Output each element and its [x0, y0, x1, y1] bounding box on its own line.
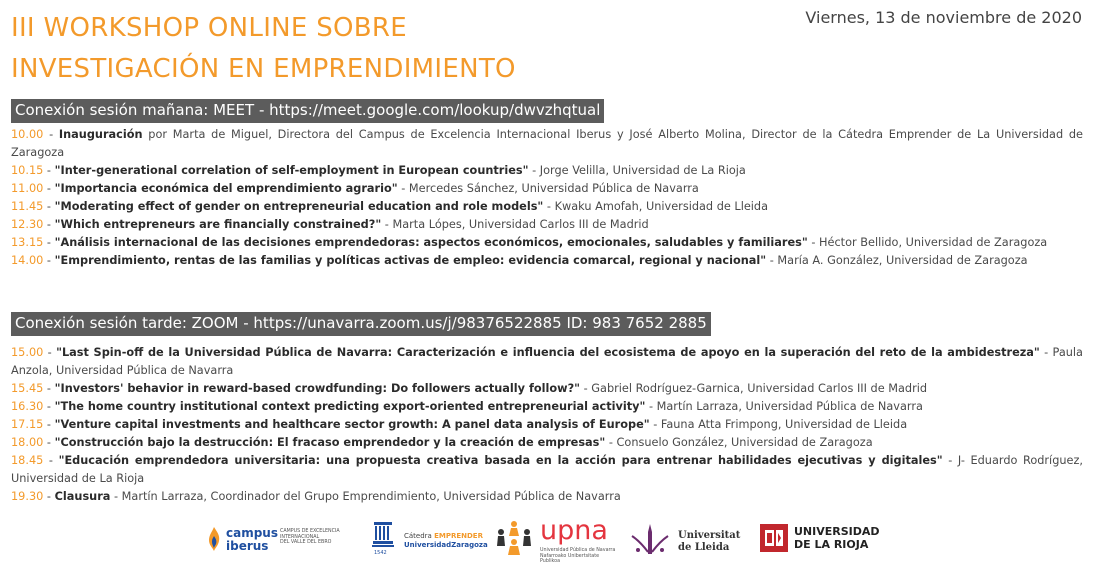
agenda-item: 18.00 - "Construcción bajo la destrucción: El fracaso emprendedor y la creación de empresas" - Consuelo González, Universidad de Zaragoza — [11, 436, 873, 449]
item-time: 10.00 — [11, 128, 44, 141]
item-title: "Moderating effect of gender on entrepreneurial education and role models" — [54, 200, 544, 213]
agenda-item: 14.00 - "Emprendimiento, rentas de las familias y políticas activas de empleo: evidencia comarcal, regional y nacional" - María A. González, Universidad de Zaragoza — [11, 254, 1028, 267]
lleida-emblem-icon — [628, 522, 672, 560]
item-time: 15.45 — [11, 382, 44, 395]
upna-logo: upna Universidad Pública de Navarra Nafarroako Unibertsitate Publikoa — [494, 518, 618, 560]
workshop-title — [11, 8, 731, 90]
agenda-item: 13.15 - "Análisis internacional de las decisiones emprendedoras: aspectos económicos, emocionales, saludables y familiares" - Héctor Bellido, Universidad de Zaragoza — [11, 236, 1048, 249]
item-time: 11.00 — [11, 182, 44, 195]
item-speaker: por Marta de Miguel, Directora del Campus de Excelencia Internacional Iberus y José Alberto Molina, Director de la Cátedra Emprender de La Universidad de Zaragoza — [11, 128, 1083, 159]
event-date: Viernes, 13 de noviembre de 2020 — [805, 8, 1082, 27]
item-speaker: - Consuelo González, Universidad de Zaragoza — [605, 436, 873, 449]
item-title: "The home country institutional context predicting export-oriented entrepreneurial activity" — [54, 400, 646, 413]
item-time: 12.30 — [11, 218, 44, 231]
campus-iberus-logo: campus iberus CAMPUS DE EXCELENCIA INTERNACIONAL DEL VALLE DEL EBRO — [206, 524, 356, 558]
morning-agenda — [11, 126, 1083, 270]
zaragoza-crest-logo: 1542 — [370, 520, 396, 558]
afternoon-agenda — [11, 344, 1083, 506]
title-line-2: INVESTIGACIÓN EN EMPRENDIMIENTO — [11, 54, 516, 84]
catedra-emprender-logo: Cátedra EMPRENDER UniversidadZaragoza — [404, 532, 488, 549]
item-speaker: - Héctor Bellido, Universidad de Zaragoza — [807, 236, 1048, 249]
agenda-item: 18.45 - "Educación emprendedora universitaria: una propuesta creativa basada en la acción para entrenar habilidades ejecutivas y digitales" - J- Eduardo Rodríguez, Universidad de La Rioja — [11, 454, 1083, 485]
item-speaker: - Kwaku Amofah, Universidad de Lleida — [543, 200, 769, 213]
item-title: "Educación emprendedora universitaria: una propuesta creativa basada en la acción para entrenar habilidades ejecutivas y digitales" — [58, 454, 943, 467]
rioja-emblem-icon — [760, 524, 788, 552]
item-title: "Which entrepreneurs are financially constrained?" — [54, 218, 382, 231]
item-time: 13.15 — [11, 236, 44, 249]
sponsor-logos — [0, 516, 1094, 562]
title-line-1: III WORKSHOP ONLINE SOBRE — [11, 13, 408, 43]
item-time: 15.00 — [11, 346, 44, 359]
item-speaker: - María A. González, Universidad de Zaragoza — [766, 254, 1028, 267]
agenda-item: 11.45 - "Moderating effect of gender on entrepreneurial education and role models" - Kwaku Amofah, Universidad de Lleida — [11, 200, 769, 213]
item-speaker: - Martín Larraza, Coordinador del Grupo Emprendimiento, Universidad Pública de Navarra — [110, 490, 621, 503]
item-speaker: - J- Eduardo Rodríguez, Universidad de La Rioja — [11, 454, 1083, 485]
item-title: "Venture capital investments and healthcare sector growth: A panel data analysis of Europe" — [54, 418, 650, 431]
people-circle-icon — [494, 520, 534, 556]
item-time: 14.00 — [11, 254, 44, 267]
university-crest-icon — [370, 520, 396, 550]
item-speaker: - Gabriel Rodríguez-Garnica, Universidad Carlos III de Madrid — [580, 382, 928, 395]
item-speaker: - Mercedes Sánchez, Universidad Pública de Navarra — [397, 182, 699, 195]
item-title: "Inter-generational correlation of self-employment in European countries" — [54, 164, 529, 177]
item-title: "Construcción bajo la destrucción: El fracaso emprendedor y la creación de empresas" — [54, 436, 606, 449]
item-title: "Last Spin-off de la Universidad Pública de Navarra: Caracterización e influencia del ecosistema de apoyo en la superación del reto de la ambidestreza" — [56, 346, 1040, 359]
agenda-item: 15.45 - "Investors' behavior in reward-based crowdfunding: Do followers actually follow?" - Gabriel Rodríguez-Garnica, Universidad Carlos III de Madrid — [11, 382, 928, 395]
item-title: Inauguración — [58, 128, 143, 141]
item-time: 17.15 — [11, 418, 44, 431]
lleida-logo: Universitat de Lleida — [628, 522, 738, 560]
item-speaker: - Marta Lópes, Universidad Carlos III de Madrid — [381, 218, 649, 231]
agenda-item: 16.30 - "The home country institutional context predicting export-oriented entrepreneurial activity" - Martín Larraza, Universidad Pública de Navarra — [11, 400, 923, 413]
item-title: "Análisis internacional de las decisiones emprendedoras: aspectos económicos, emocionales, saludables y familiares" — [54, 236, 808, 249]
flame-icon — [206, 526, 222, 552]
rioja-logo: UNIVERSIDAD DE LA RIOJA — [760, 522, 884, 556]
item-time: 16.30 — [11, 400, 44, 413]
item-time: 18.00 — [11, 436, 44, 449]
agenda-item: 17.15 - "Venture capital investments and healthcare sector growth: A panel data analysis of Europe" - Fauna Atta Frimpong, Universidad de Lleida — [11, 418, 908, 431]
agenda-item: 15.00 - "Last Spin-off de la Universidad Pública de Navarra: Caracterización e influencia del ecosistema de apoyo en la superación del reto de la ambidestreza" - Paula Anzola, Universidad Pública de Navarra — [11, 346, 1083, 377]
afternoon-session-banner[interactable]: Conexión sesión tarde: ZOOM - https://unavarra.zoom.us/j/98376522885 ID: 983 7652 2885 — [11, 312, 711, 336]
item-title: "Investors' behavior in reward-based crowdfunding: Do followers actually follow?" — [54, 382, 581, 395]
item-time: 19.30 — [11, 490, 44, 503]
item-time: 10.15 — [11, 164, 44, 177]
agenda-item: 19.30 - Clausura - Martín Larraza, Coordinador del Grupo Emprendimiento, Universidad Pública de Navarra — [11, 490, 621, 503]
item-time: 11.45 — [11, 200, 44, 213]
agenda-item: 12.30 - "Which entrepreneurs are financially constrained?" - Marta Lópes, Universidad Carlos III de Madrid — [11, 218, 649, 231]
item-title: "Importancia económica del emprendimiento agrario" — [54, 182, 398, 195]
agenda-item: 10.15 - "Inter-generational correlation of self-employment in European countries" - Jorge Velilla, Universidad de La Rioja — [11, 164, 746, 177]
item-speaker: - Jorge Velilla, Universidad de La Rioja — [528, 164, 746, 177]
morning-session-banner[interactable]: Conexión sesión mañana: MEET - https://meet.google.com/lookup/dwvzhqtual — [11, 99, 604, 123]
item-time: 18.45 — [11, 454, 44, 467]
item-speaker: - Martín Larraza, Universidad Pública de Navarra — [645, 400, 923, 413]
item-title: Clausura — [54, 490, 111, 503]
item-title: "Emprendimiento, rentas de las familias y políticas activas de empleo: evidencia comarcal, regional y nacional" — [54, 254, 767, 267]
item-speaker: - Fauna Atta Frimpong, Universidad de Lleida — [649, 418, 908, 431]
item-speaker: - Paula Anzola, Universidad Pública de Navarra — [11, 346, 1083, 377]
agenda-item: 11.00 - "Importancia económica del emprendimiento agrario" - Mercedes Sánchez, Universidad Pública de Navarra — [11, 182, 699, 195]
agenda-item: 10.00 - Inauguración por Marta de Miguel, Directora del Campus de Excelencia Internacional Iberus y José Alberto Molina, Director de la Cátedra Emprender de La Universidad de Zaragoza — [11, 128, 1083, 159]
